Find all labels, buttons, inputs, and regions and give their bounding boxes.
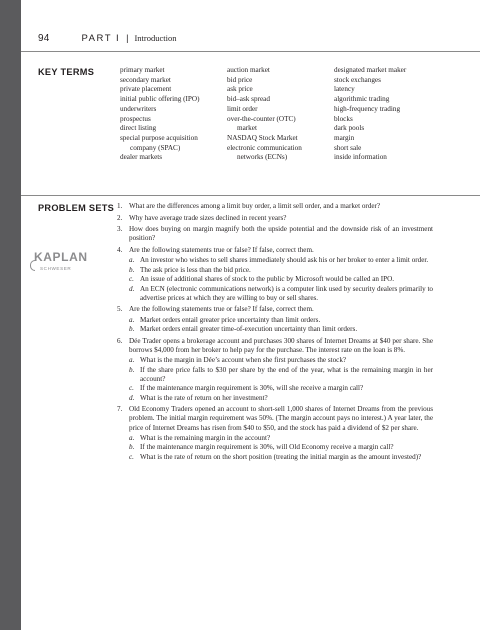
- subquestion-text: What is the remaining margin in the account?: [140, 433, 271, 442]
- subquestion-text: An investor who wishes to sell shares immediately should ask his or her broker to enter a limit order.: [140, 255, 429, 264]
- problem-text: Old Economy Traders opened an account to short-sell 1,000 shares of Internet Dreams from the previous problem. The initial margin requirement was 50%. (The margin account pays no interest.) A year later, the price of Internet Dreams has risen from $40 to $50, and the stock has paid a dividend of $2 per share.: [129, 405, 433, 432]
- subquestion-letter: c.: [129, 275, 134, 284]
- kaplan-schweser-logo: [34, 250, 88, 271]
- problem-item: [117, 305, 433, 334]
- key-term: high-frequency trading: [334, 104, 401, 113]
- problem-number: 5.: [117, 305, 123, 314]
- key-term: designated market maker: [334, 66, 407, 74]
- subquestion-letter: d.: [129, 284, 135, 293]
- subquestion-list: [129, 316, 433, 335]
- header-rule: [21, 51, 480, 52]
- subquestion-text: If the maintenance margin requirement is 30%, will Old Economy receive a margin call?: [140, 443, 394, 452]
- subquestion-item: [129, 443, 433, 452]
- problem-text: How does buying on margin magnify both the upside potential and the downside risk of an investment position?: [129, 225, 433, 243]
- problem-item: [117, 225, 433, 243]
- subquestion-text: If the maintenance margin requirement is 30%, will she receive a margin call?: [140, 384, 364, 393]
- key-term: dealer markets: [120, 153, 163, 162]
- section-rule: [21, 195, 480, 196]
- subquestion-letter: c.: [129, 384, 134, 393]
- problem-number: 3.: [117, 225, 123, 234]
- subquestion-list: [129, 256, 433, 303]
- problem-item: [117, 405, 433, 462]
- subquestion-item: [129, 366, 433, 384]
- subquestion-letter: d.: [129, 393, 135, 402]
- subquestion-item: [129, 275, 433, 284]
- part-label: PART I: [81, 33, 121, 44]
- subquestion-text: An issue of additional shares of stock to the public by Microsoft would be called an IPO.: [140, 275, 395, 284]
- key-term: algorithmic trading: [334, 95, 390, 104]
- key-term: NASDAQ Stock Market: [227, 133, 298, 142]
- key-term: market: [237, 124, 257, 133]
- problem-sets-title: PROBLEM SETS: [38, 203, 115, 213]
- problem-text: Are the following statements true or false? If false, correct them.: [129, 245, 314, 254]
- subquestion-item: [129, 256, 433, 265]
- key-term: secondary market: [120, 75, 171, 84]
- subquestion-text: Market orders entail greater price uncertainty than limit orders.: [140, 315, 321, 324]
- key-term: ask price: [227, 85, 253, 94]
- key-term: latency: [334, 85, 355, 94]
- problem-text: What are the differences among a limit buy order, a limit sell order, and a market order?: [129, 202, 381, 210]
- problem-text: Why have average trade sizes declined in recent years?: [129, 213, 287, 222]
- key-terms-column-2: [227, 66, 302, 163]
- problem-item: [117, 246, 433, 303]
- running-header: [38, 33, 176, 47]
- subquestion-item: [129, 325, 433, 334]
- subquestion-text: What is the rate of return on her investment?: [140, 393, 268, 402]
- key-term: primary market: [120, 66, 165, 74]
- key-term: short sale: [334, 143, 362, 152]
- page-number: 94: [38, 33, 50, 44]
- subquestion-text: What is the rate of return on the short position (treating the initial margin as the amount invested)?: [140, 452, 422, 461]
- key-term: direct listing: [120, 124, 157, 133]
- subquestion-item: [129, 266, 433, 275]
- logo-main-text: KAPLAN: [34, 250, 88, 264]
- subquestion-text: An ECN (electronic communications network) is a computer link used by security dealers primarily to advertise prices at which they are willing to buy or sell shares.: [140, 284, 433, 302]
- subquestion-letter: a.: [129, 433, 135, 442]
- problem-text: Are the following statements true or false? If false, correct them.: [129, 305, 314, 314]
- subquestion-letter: b.: [129, 365, 135, 374]
- subquestion-item: [129, 356, 433, 365]
- problem-number: 2.: [117, 213, 123, 222]
- subquestion-letter: a.: [129, 355, 135, 364]
- problem-text: Dée Trader opens a brokerage account and purchases 300 shares of Internet Dreams at $40 per share. She borrows $4,000 from her broker to help pay for the purchase. The interest rate on the loan is 8%.: [129, 336, 433, 354]
- key-term: private placement: [120, 85, 172, 94]
- key-term: limit order: [227, 104, 258, 113]
- key-term: stock exchanges: [334, 75, 381, 84]
- subquestion-text: Market orders entail greater time-of-execution uncertainty than limit orders.: [140, 325, 358, 334]
- subquestion-list: [129, 356, 433, 403]
- subquestion-text: If the share price falls to $30 per share by the end of the year, what is the remaining margin in her account?: [140, 365, 433, 383]
- subquestion-item: [129, 394, 433, 403]
- key-term: initial public offering (IPO): [120, 95, 200, 104]
- key-term: underwriters: [120, 104, 157, 113]
- subquestion-letter: b.: [129, 265, 135, 274]
- subquestion-item: [129, 285, 433, 303]
- subquestion-text: The ask price is less than the bid price.: [140, 265, 251, 274]
- key-terms-title: KEY TERMS: [38, 67, 95, 77]
- key-term: networks (ECNs): [237, 153, 288, 162]
- key-term: bid price: [227, 75, 253, 84]
- problem-number: 4.: [117, 245, 123, 254]
- key-term: electronic communication: [227, 143, 302, 152]
- problem-number: 6.: [117, 336, 123, 345]
- key-term: company (SPAC): [130, 143, 181, 152]
- subquestion-letter: c.: [129, 452, 134, 461]
- subquestion-item: [129, 453, 433, 462]
- key-terms-column-1: [120, 66, 200, 163]
- logo-subtext: SCHWESER: [40, 266, 72, 271]
- key-term: dark pools: [334, 124, 365, 133]
- subquestion-letter: b.: [129, 325, 135, 334]
- chapter-title: Introduction: [134, 33, 177, 43]
- problem-item: [117, 337, 433, 403]
- subquestion-letter: a.: [129, 315, 135, 324]
- key-term: over-the-counter (OTC): [227, 114, 296, 123]
- key-term: bid–ask spread: [227, 95, 270, 104]
- problem-number: 1.: [117, 202, 123, 210]
- subquestion-letter: b.: [129, 443, 135, 452]
- key-term: margin: [334, 133, 355, 142]
- subquestion-text: What is the margin in Dée’s account when she first purchases the stock?: [140, 355, 347, 364]
- key-term: special purpose acquisition: [120, 133, 198, 142]
- problem-item: [117, 202, 433, 211]
- subquestion-item: [129, 384, 433, 393]
- key-terms-column-3: [334, 66, 406, 163]
- problem-list: [117, 202, 433, 464]
- subquestion-list: [129, 434, 433, 462]
- key-term: prospectus: [120, 114, 151, 123]
- page-edge-bar: [0, 0, 21, 630]
- key-term: auction market: [227, 66, 270, 74]
- subquestion-item: [129, 434, 433, 443]
- key-term: blocks: [334, 114, 353, 123]
- logo-wordmark: [34, 250, 88, 264]
- subquestion-item: [129, 316, 433, 325]
- subquestion-letter: a.: [129, 255, 135, 264]
- problem-number: 7.: [117, 405, 123, 414]
- key-term: inside information: [334, 153, 387, 162]
- header-separator: |: [126, 33, 129, 43]
- problem-item: [117, 214, 433, 223]
